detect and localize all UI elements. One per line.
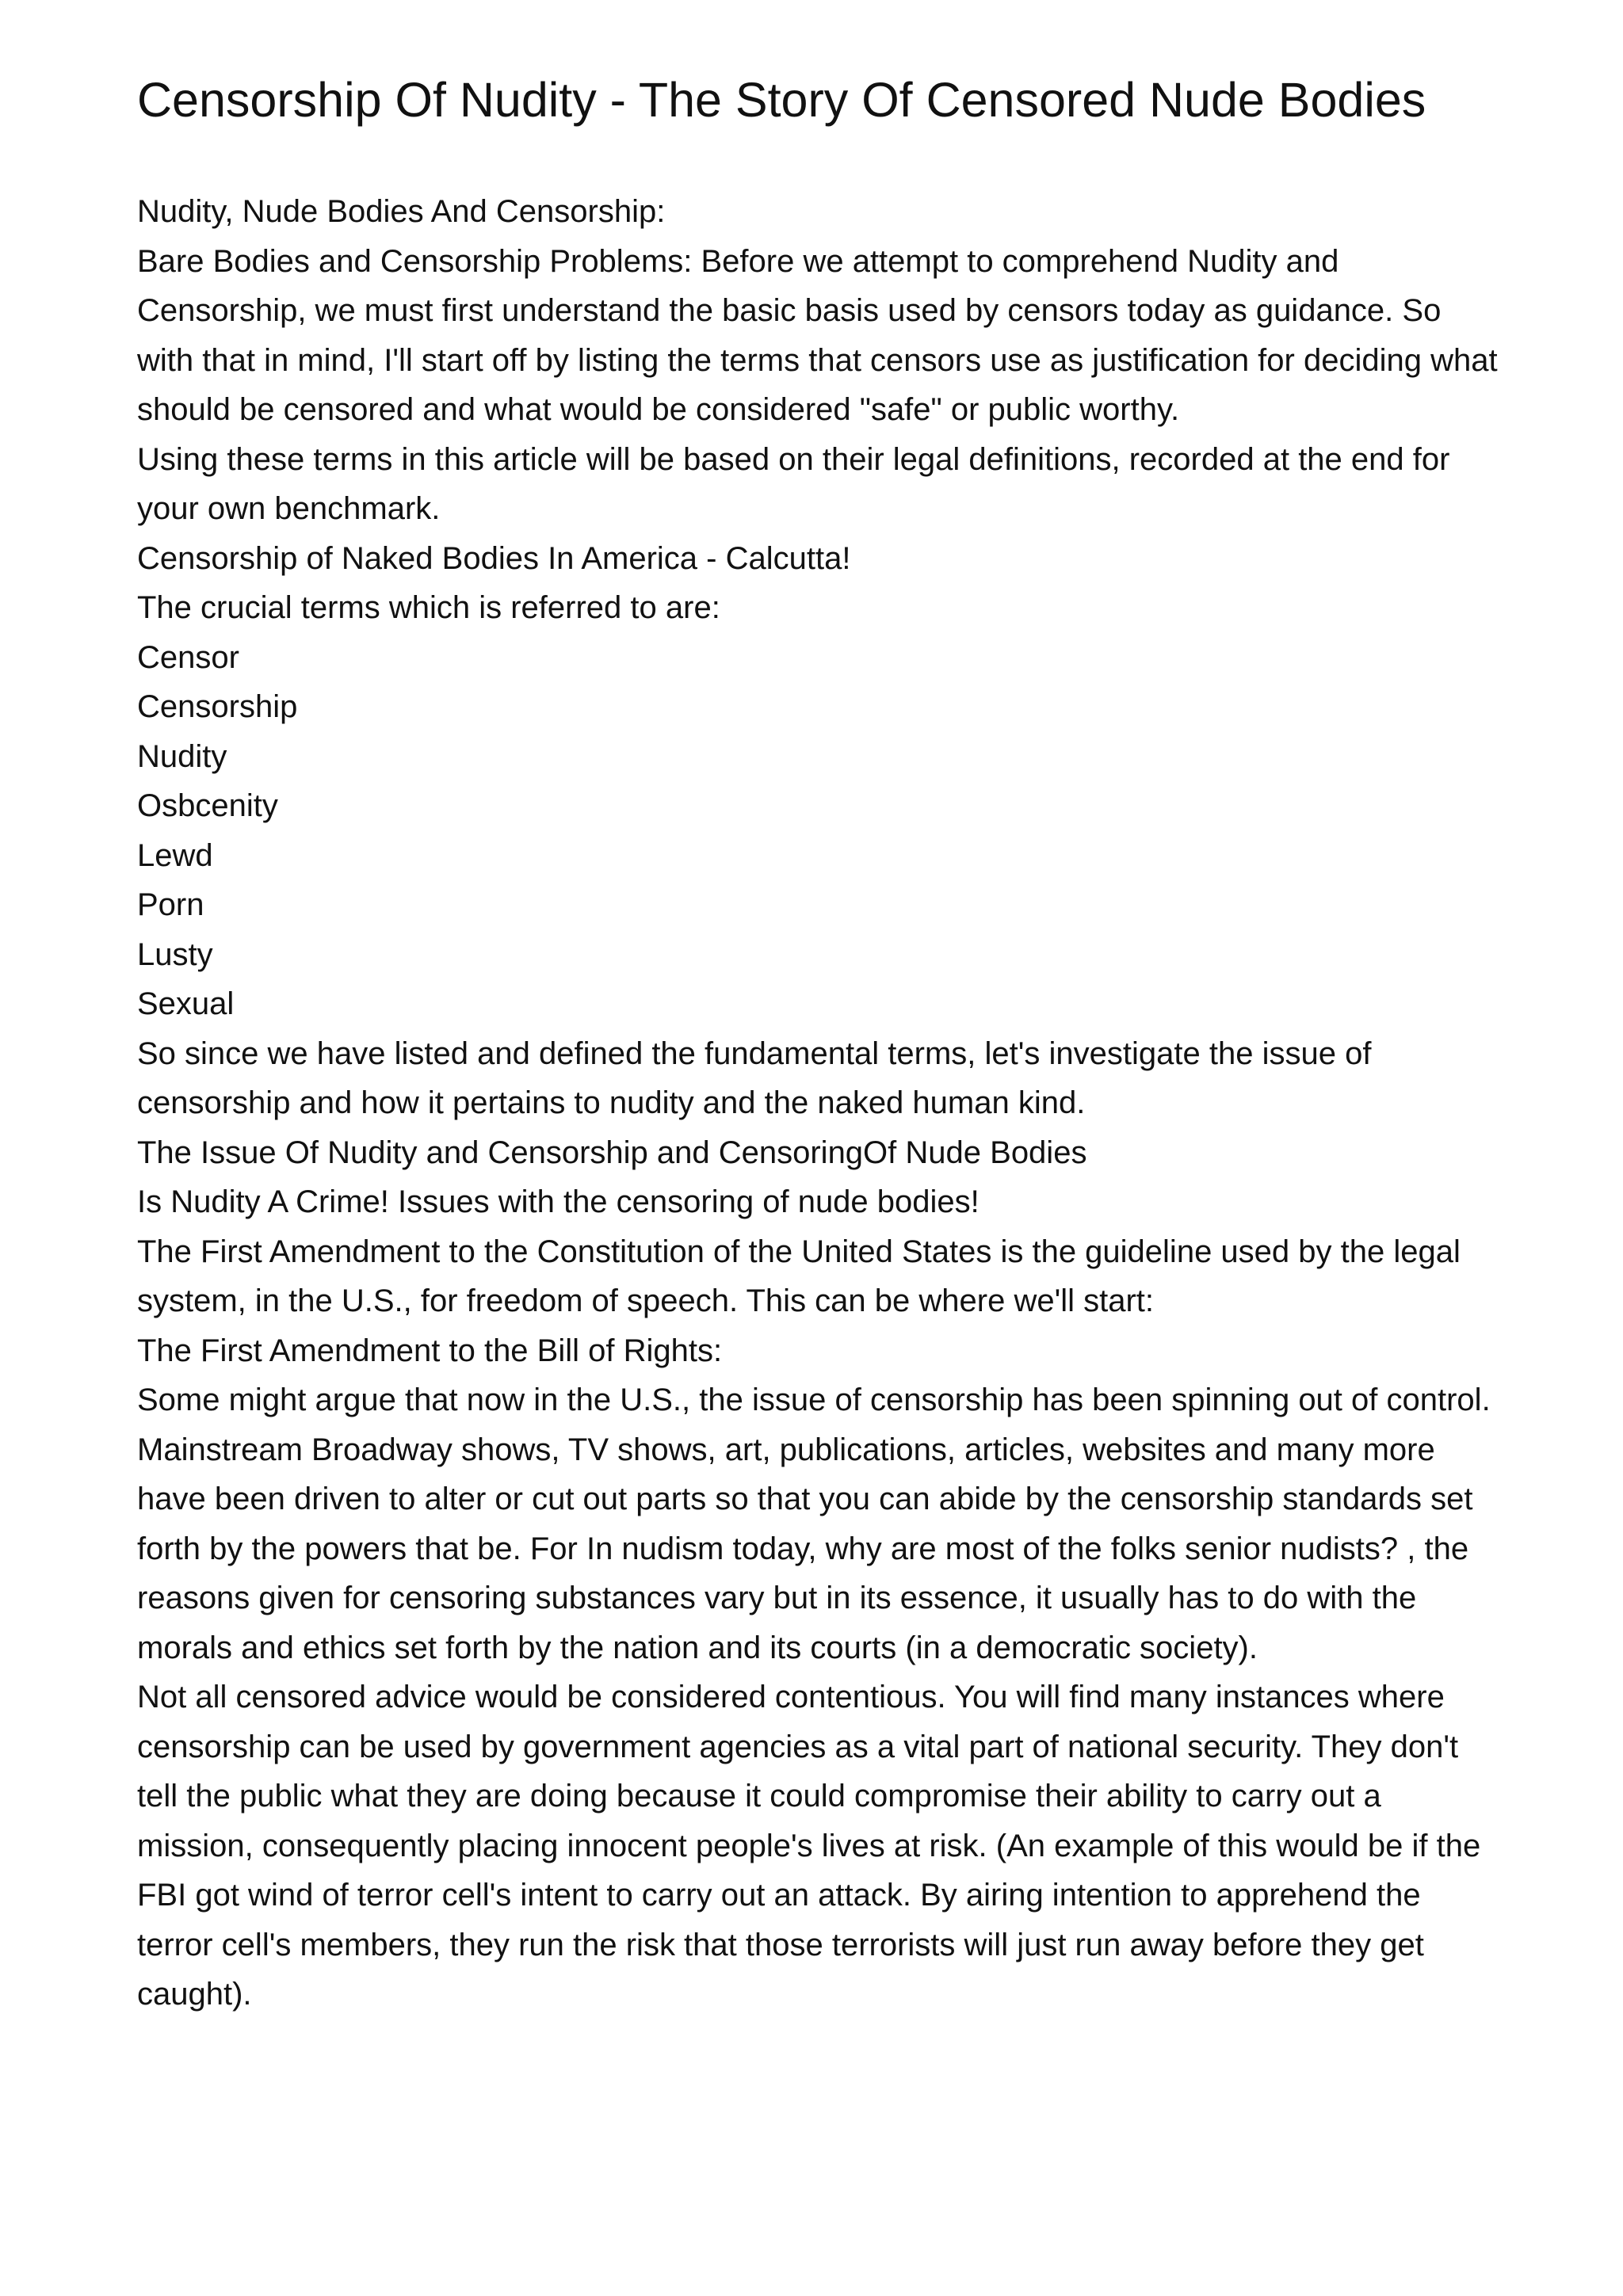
term-list-item: Lewd	[137, 837, 213, 873]
paragraph: Bare Bodies and Censorship Problems: Before we attempt to comprehend Nudity and Censorship, we must first understand the basic basis used by censors today as guidance. So with that in mind, I'll start off by listing the terms that censors use as justification for deciding what should be censored and what would be considered "safe" or public worthy.	[137, 243, 1498, 427]
section-heading: Is Nudity A Crime! Issues with the censoring of nude bodies!	[137, 1184, 980, 1219]
paragraph: So since we have listed and defined the fundamental terms, let's investigate the issue of censorship and how it pertains to nudity and the naked human kind.	[137, 1035, 1372, 1120]
section-heading: Censorship of Naked Bodies In America - Calcutta!	[137, 540, 851, 576]
paragraph: Using these terms in this article will be based on their legal definitions, recorded at the end for your own benchmark.	[137, 441, 1450, 526]
term-list-item: Nudity	[137, 738, 227, 774]
paragraph: The crucial terms which is referred to are:	[137, 590, 720, 625]
document-body	[137, 187, 1500, 2019]
section-heading: The First Amendment to the Bill of Rights:	[137, 1333, 723, 1368]
section-heading: The Issue Of Nudity and Censorship and CensoringOf Nude Bodies	[137, 1135, 1087, 1170]
paragraph: The First Amendment to the Constitution of the United States is the guideline used by the legal system, in the U.S., for freedom of speech. This can be where we'll start:	[137, 1234, 1461, 1318]
paragraph: Not all censored advice would be considered contentious. You will find many instances where censorship can be used by government agencies as a vital part of national security. They don't tell the public what they are doing because it could compromise their ability to carry out a mission, consequently placing innocent people's lives at risk. (An example of this would be if the FBI got wind of terror cell's intent to carry out an attack. By airing intention to apprehend the terror cell's members, they run the risk that those terrorists will just run away before they get caught).	[137, 1680, 1481, 2012]
term-list-item: Sexual	[137, 986, 235, 1021]
document-page	[137, 67, 1500, 2019]
term-list-item: Censor	[137, 639, 239, 675]
term-list-item: Lusty	[137, 936, 213, 972]
section-heading: Nudity, Nude Bodies And Censorship:	[137, 194, 666, 229]
term-list-item: Censorship	[137, 689, 298, 724]
paragraph: Some might argue that now in the U.S., the issue of censorship has been spinning out of control. Mainstream Broadway shows, TV shows, art, publications, articles, websites and many more have been driven to alter or cut out parts so that you can abide by the censorship standards set forth by the powers that be. For In nudism today, why are most of the folks senior nudists? , the reasons given for censoring substances vary but in its essence, it usually has to do with the morals and ethics set forth by the nation and its courts (in a democratic society).	[137, 1383, 1491, 1665]
term-list-item: Osbcenity	[137, 788, 278, 823]
document-title: Censorship Of Nudity - The Story Of Censored Nude Bodies	[137, 73, 1426, 127]
term-list-item: Porn	[137, 887, 204, 922]
